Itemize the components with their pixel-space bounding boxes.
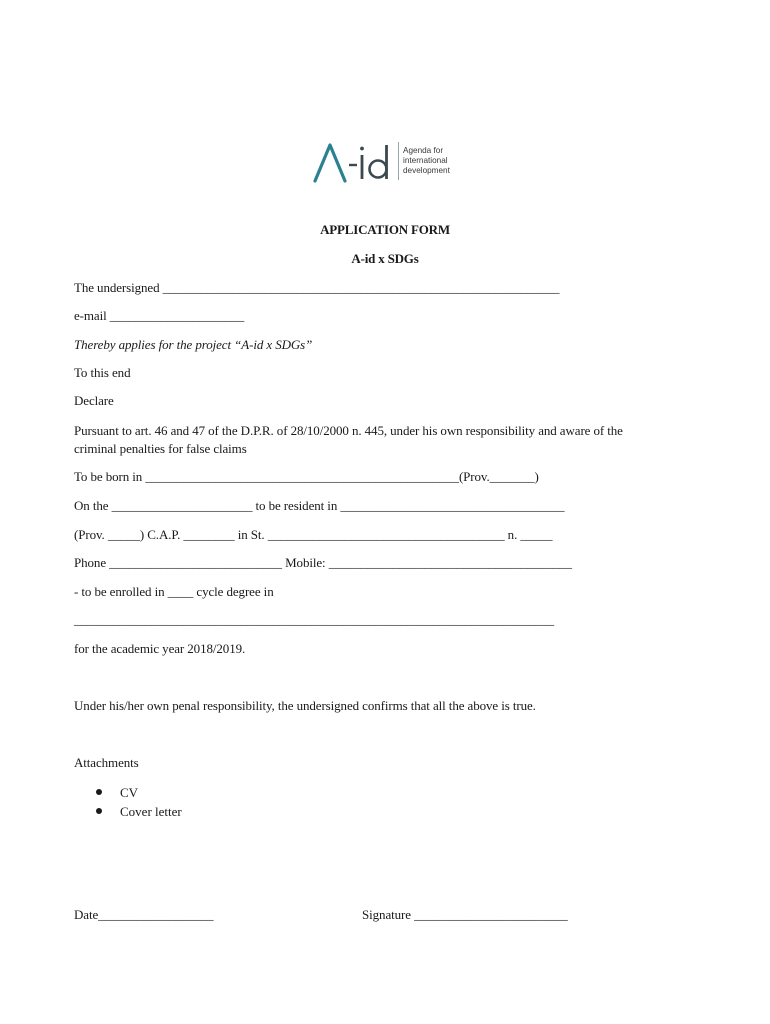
pursuant-text-line-1: Pursuant to art. 46 and 47 of the D.P.R. of 28/10/2000 n. 445, under his own responsibility and aware of the [74,423,623,438]
attachment-label: Cover letter [120,804,182,819]
applies-statement: Thereby applies for the project “A-id x SDGs” [74,337,313,352]
pursuant-text-line-2: criminal penalties for false claims [74,441,247,456]
logo-tagline-line: development [403,166,450,175]
address-field[interactable]: (Prov. _____) C.A.P. ________ in St. _____________________________________ n. _____ [74,527,553,542]
birthdate-residence-field[interactable]: On the ______________________ to be resident in ___________________________________ [74,498,565,513]
academic-year-text: for the academic year 2018/2019. [74,641,246,656]
declare-text: Declare [74,393,114,408]
phone-mobile-field[interactable]: Phone ___________________________ Mobile: ______________________________________ [74,555,572,570]
attachment-label: CV [120,785,139,800]
bullet-icon [96,789,102,795]
logo-tagline [403,146,463,176]
date-field[interactable]: Date__________________ [74,907,214,922]
attachments-heading: Attachments [74,755,139,770]
logo-divider [398,142,399,180]
undersigned-field[interactable]: The undersigned ______________________________________________________________ [74,280,560,295]
bullet-icon [96,808,102,814]
logo-tagline-line: international [403,156,448,165]
form-title: APPLICATION FORM [320,222,450,237]
aid-logo-mark [313,139,403,185]
email-field[interactable]: e-mail _____________________ [74,308,245,323]
degree-field[interactable]: ___________________________________________________________________________ [74,612,555,627]
confirmation-text: Under his/her own penal responsibility, the undersigned confirms that all the above is true. [74,698,536,713]
to-this-end-text: To this end [74,365,131,380]
signature-field[interactable]: Signature ________________________ [362,907,568,922]
form-subtitle: A-id x SDGs [351,251,419,266]
aid-logo [313,139,463,185]
logo-tagline-line: Agenda for [403,146,444,155]
birthplace-field[interactable]: To be born in _________________________________________________(Prov._______) [74,469,539,484]
enrolled-cycle-field[interactable]: - to be enrolled in ____ cycle degree in [74,584,274,599]
